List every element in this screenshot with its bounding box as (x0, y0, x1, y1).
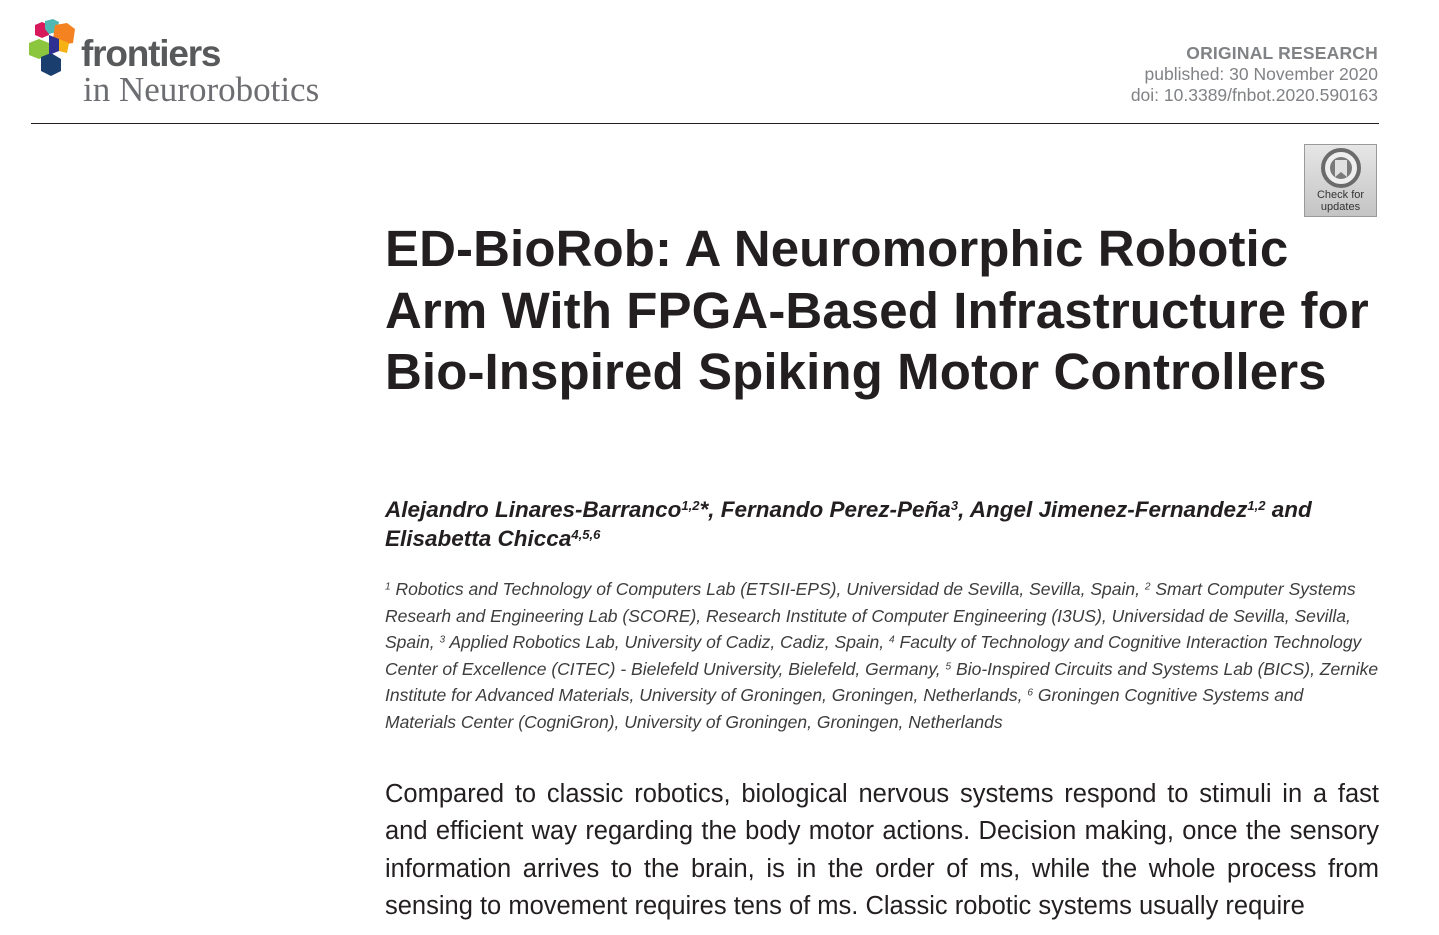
author-name[interactable]: Angel Jimenez-Fernandez (969, 497, 1248, 522)
affiliation-number: 6 (1027, 687, 1033, 699)
affiliation-number: 1 (385, 581, 391, 593)
author-name[interactable]: Fernando Perez-Peña (720, 497, 951, 522)
badge-line2: updates (1320, 201, 1361, 213)
affiliation-number: 2 (1144, 581, 1151, 593)
author-name[interactable]: Elisabetta Chicca (385, 526, 572, 551)
journal-name-secondary: in Neurorobotics (83, 70, 320, 109)
check-for-updates-button[interactable] (1304, 144, 1377, 217)
badge-line1: Check for (1316, 189, 1365, 201)
check-for-updates-icon (1320, 147, 1362, 189)
affiliation-number: 5 (945, 661, 952, 673)
doi-link[interactable]: doi: 10.3389/fnbot.2020.590163 (1130, 85, 1378, 105)
affiliation-text: Faculty of Technology and Cognitive Interaction Technology Center of Excellence (CITEC) - Bielefeld University, Bielefeld, Germany, (385, 632, 1362, 679)
author-affil-ref: 3 (950, 497, 959, 513)
article-meta (1131, 43, 1378, 106)
article-title: ED-BioRob: A Neuromorphic Robotic Arm With FPGA-Based Infrastructure for Bio-Inspired Spiking Motor Controllers (385, 220, 1369, 400)
frontiers-logo-icon (29, 19, 79, 77)
affiliation-text: Groningen Cognitive Systems and Materials Center (CogniGron), University of Groningen, Groningen, Netherlands (385, 685, 1304, 732)
affiliation-text: Bio-Inspired Circuits and Systems Lab (BICS), Zernike Institute for Advanced Materials, University of Groningen, Groningen, Netherlands, (385, 658, 1379, 706)
author-list (385, 495, 1379, 553)
header-divider (31, 123, 1379, 124)
abstract-text: Compared to classic robotics, biological nervous systems respond to stimuli in a fast and efficient way regarding the body motor actions. Decision making, once the sensory information arrives to the brain, is in the order of ms, while the whole process from sensing to movement requires tens of ms. Classic robotic systems usually require (385, 780, 1379, 921)
author-separator: *, (699, 497, 721, 522)
author-affil-ref: 1,2 (681, 497, 700, 513)
affiliation-text: Applied Robotics Lab, University of Cadiz, Cadiz, Spain, (449, 632, 890, 653)
article-type: ORIGINAL RESEARCH (1186, 43, 1378, 63)
author-affil-ref: 4,5,6 (571, 526, 601, 542)
published-date: published: 30 November 2020 (1144, 64, 1378, 84)
author-separator: and (1265, 497, 1312, 522)
journal-logo (29, 19, 369, 111)
author-separator: , (958, 497, 970, 522)
affiliation-number: 4 (889, 634, 895, 646)
affiliation-text: Robotics and Technology of Computers Lab (ETSII-EPS), Universidad de Sevilla, Sevilla, Spain, (395, 579, 1145, 599)
affiliations (385, 576, 1379, 736)
author-name[interactable]: Alejandro Linares-Barranco (385, 497, 682, 522)
author-affil-ref: 1,2 (1247, 497, 1266, 513)
affiliation-text: Smart Computer Systems Researh and Engineering Lab (SCORE), Research Institute of Computer Engineering (I3US), Universidad de Sevilla, Sevilla, Spain, (385, 579, 1356, 653)
affiliation-number: 3 (439, 634, 446, 646)
journal-name-primary: frontiers (81, 33, 221, 74)
